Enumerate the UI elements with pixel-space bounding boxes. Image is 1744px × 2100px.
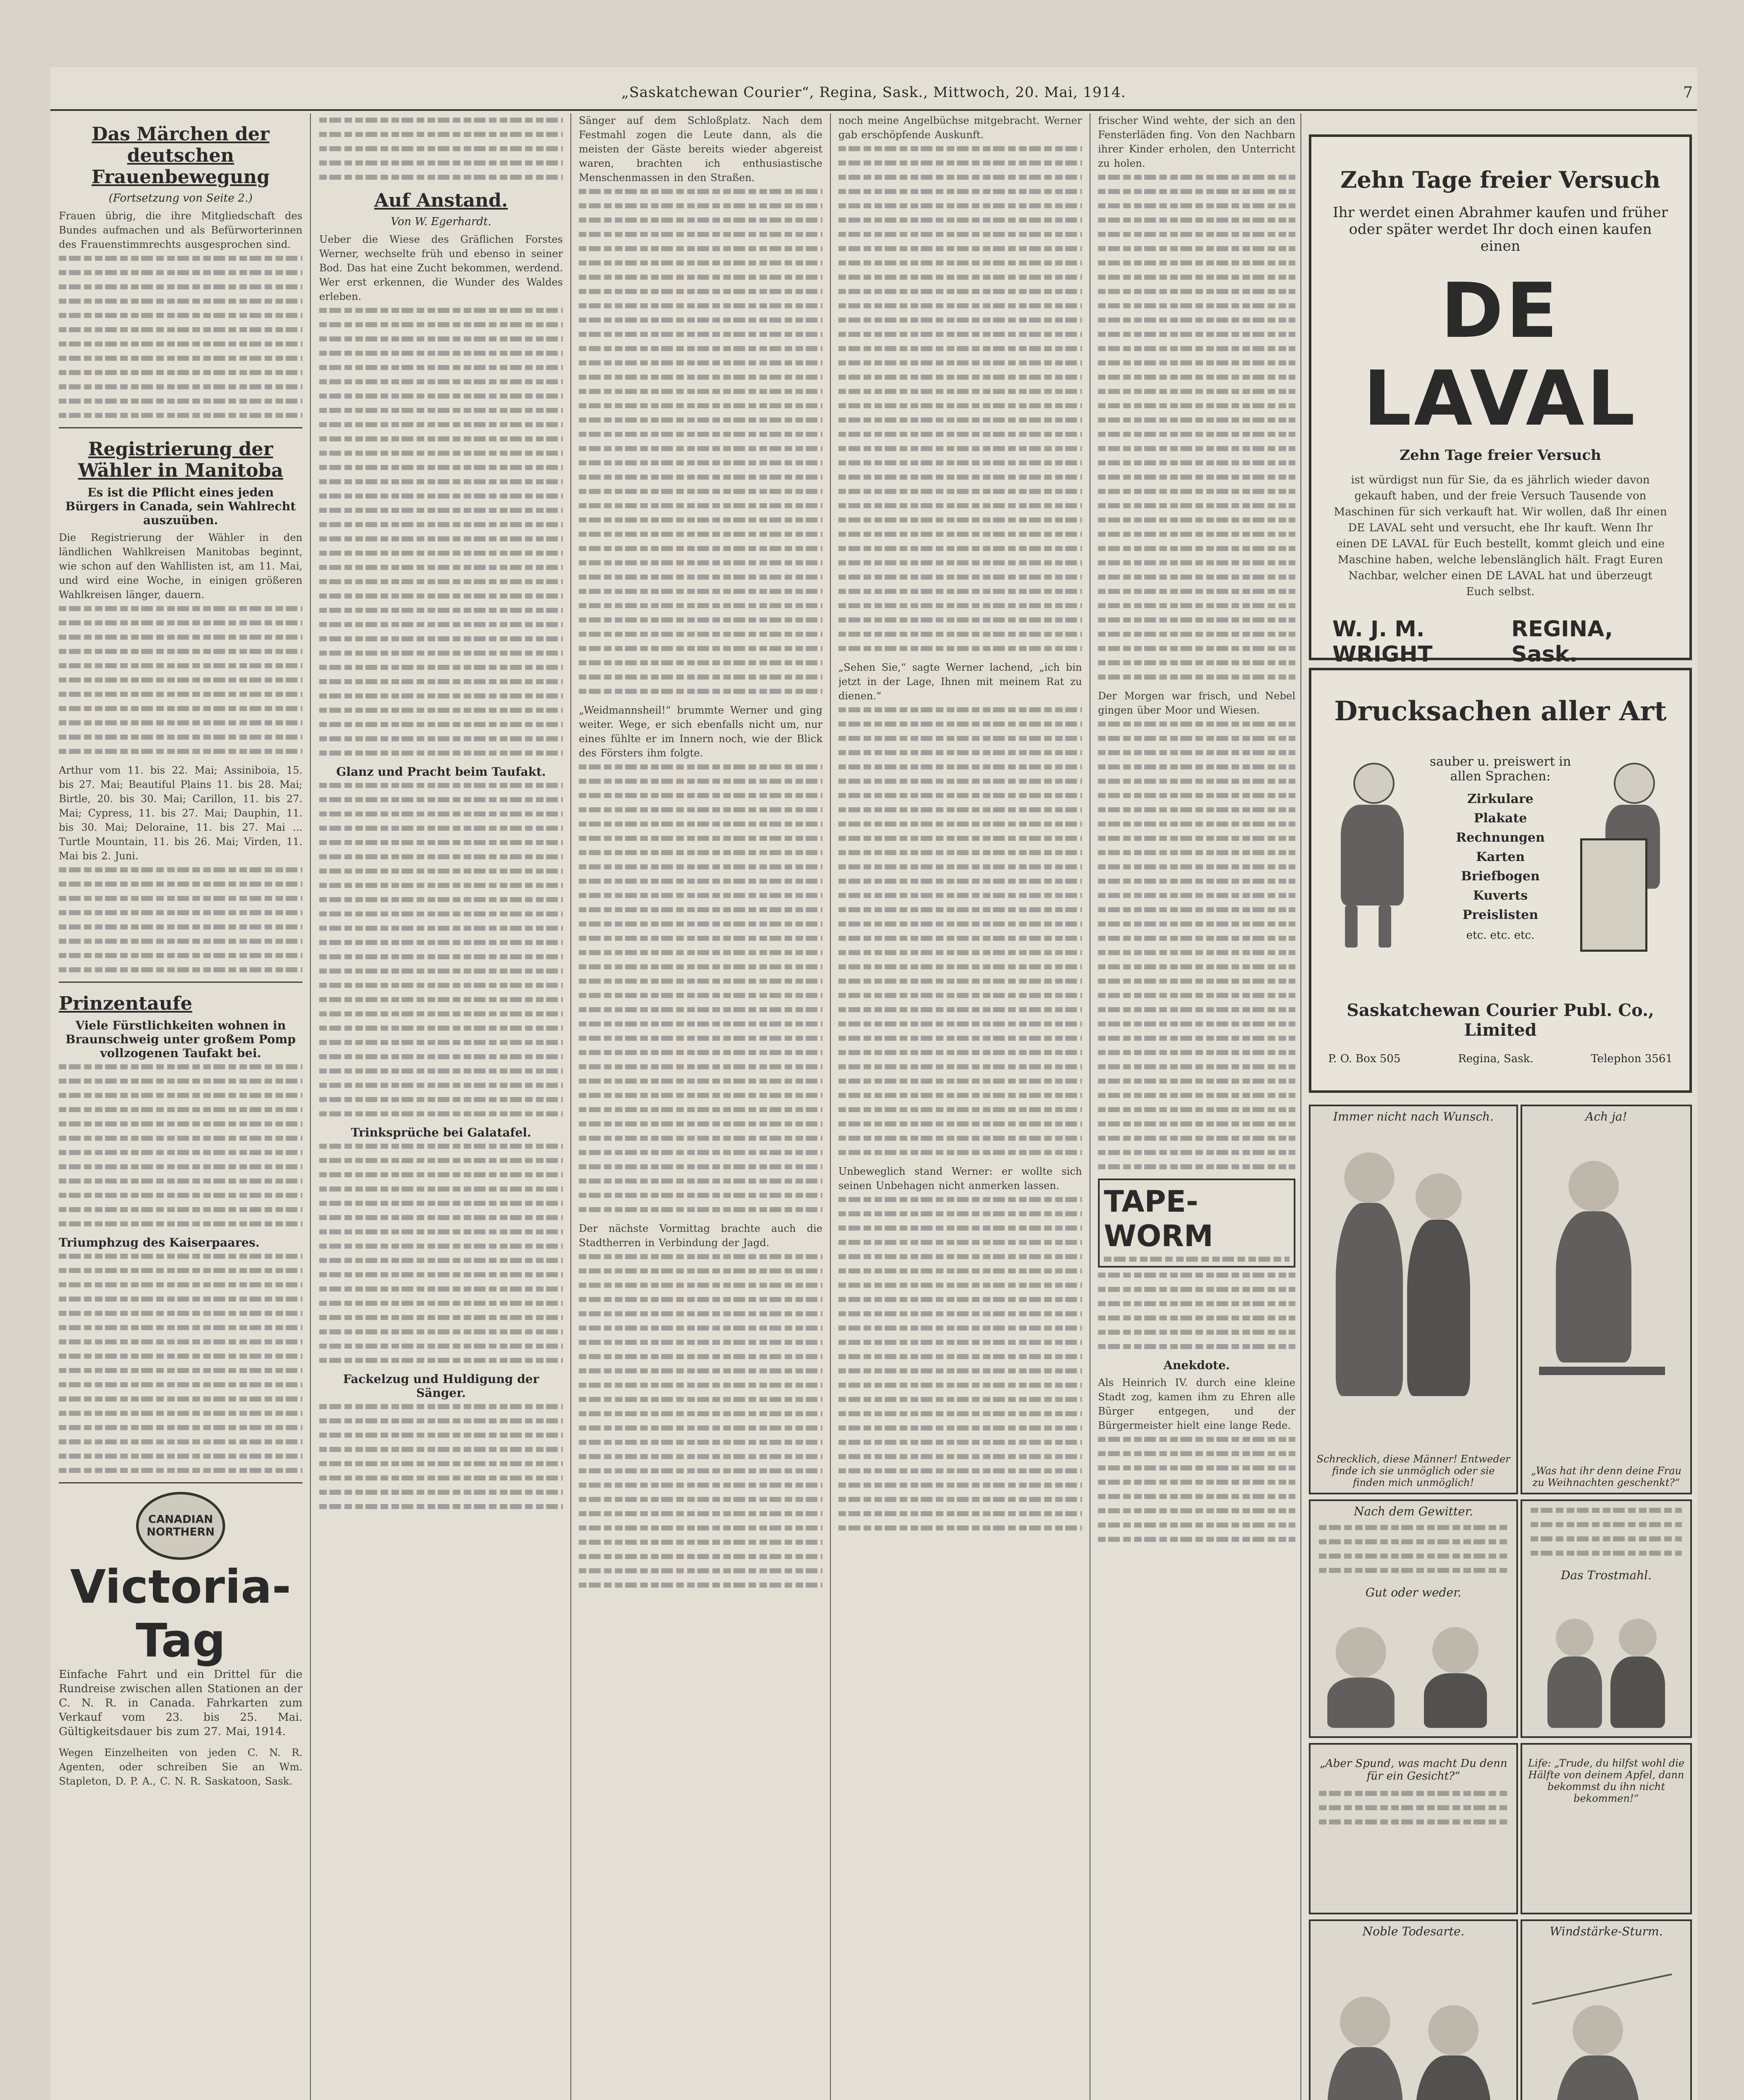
article-paragraph: Der Morgen war frisch, und Nebel gingen über Moor und Wiesen.: [1098, 690, 1295, 716]
article-body-lines: [1098, 1437, 1295, 1542]
ad-city: REGINA, Sask.: [1511, 617, 1613, 667]
delaval-ad: [1309, 134, 1692, 667]
article-title: Prinzentaufe: [59, 993, 192, 1014]
section-heading: Triumphzug des Kaiserpaares.: [59, 1236, 260, 1250]
article-body-lines: [59, 867, 302, 972]
ad-text: Einfache Fahrt und ein Drittel für die Rundreise zwischen allen Stationen an der C. N. R. in Canada. Fahrkarten zum Verkauf vom 23. bis 25. Mai. Gültigkeitsdauer bis zum 27. Mai, 1914.: [59, 1668, 302, 1738]
article-body-lines: [319, 1144, 563, 1363]
cartoon-text-lines: [1319, 1525, 1508, 1573]
ad-body: ist würdigst nun für Sie, da es jährlich wieder davon gekauft haben, und der freie Versuch Tausende von Maschinen für sich verkauft hat. Wir wollen, daß Ihr einen DE LAVAL seht und versucht, ehe Ihr kauft. Wenn Ihr einen DE LAVAL für Euch bestellt, kommt gleich und eine Maschine haben, welche lebenslänglich hält. Fragt Euren Nachbar, welcher einen DE LAVAL hat und überzeugt Euch selbst.: [1334, 474, 1667, 598]
article-title: Auf Anstand.: [374, 190, 508, 211]
tapeworm-ad: [1098, 1179, 1295, 1268]
ad-company: Saskatchewan Courier Publ. Co., Limited: [1347, 1000, 1654, 1040]
print-item: Kuverts: [1473, 888, 1528, 903]
section-heading: Trinksprüche bei Galatafel.: [351, 1126, 531, 1139]
cartoon-5: [1521, 1499, 1692, 1738]
ad-contact: Wegen Einzelheiten von jeden C. N. R. Agenten, oder schreiben Sie an Wm. Stapleton, D. P. A., C. N. R. Saskatoon, Sask.: [59, 1747, 302, 1787]
cartoon-7: [1521, 1919, 1692, 2100]
article-body-lines: [1098, 175, 1295, 680]
article-subtitle: Viele Fürstlichkeiten wohnen in Braunschweig unter großem Pomp vollzogenen Taufakt bei.: [66, 1018, 296, 1060]
ad-dealer-row: [1332, 617, 1668, 667]
divider: [59, 982, 302, 983]
cartoon-3: [1309, 1499, 1518, 1738]
ad-headline: Zehn Tage freier Versuch: [1340, 166, 1660, 193]
cartoon-title: Windstärke-Sturm.: [1550, 1924, 1663, 1938]
column-rule: [570, 113, 571, 2100]
section-heading: Glanz und Pracht beim Taufakt.: [336, 765, 546, 779]
article-body-lines: [838, 146, 1082, 651]
article-title: Registrierung der Wähler in Manitoba: [78, 438, 284, 481]
cartoon-title: Nach dem Gewitter.: [1354, 1504, 1473, 1518]
masthead-rule: [50, 109, 1697, 111]
article-lead: Frauen übrig, die ihre Mitgliedschaft des Bundes aufmachen und als Befürworterinnen des Frauenstimmrechts ausgesprochen sind.: [59, 210, 302, 250]
article-lead: frischer Wind wehte, der sich an den Fensterläden fing. Von den Nachbarn ihrer Kinder erholen, den Unterricht zu holen.: [1098, 115, 1295, 169]
ad-city: Regina, Sask.: [1458, 1053, 1534, 1065]
cartoon-text-lines: [1531, 1508, 1682, 1556]
article-byline: (Fortsetzung von Seite 2.): [108, 192, 253, 205]
article-body-lines: [319, 783, 563, 1116]
cartoon-title: Gut oder weder.: [1365, 1586, 1462, 1599]
cartoon-6: [1309, 1919, 1518, 2100]
canadian-northern-logo: CANADIAN NORTHERN: [136, 1492, 225, 1560]
article-dates: Arthur vom 11. bis 22. Mai; Assiniboia, 15. bis 27. Mai; Beautiful Plains 11. bis 28. Mai; Birtle, 20. bis 30. Mai; Carillon, 11. bis 27. Mai; Cypress, 11. bis 27. Mai; Dauphin, 11. bis 30. Mai; Deloraine, 11. bis 27. Mai ... Turtle Mountain, 11. bis 26. Mai; Virden, 11. Mai bis 2. Juni.: [59, 764, 302, 862]
article-lead: Ueber die Wiese des Gräflichen Forstes Werner, wechselte früh und ebenso in seiner Bod. Das hat eine Zucht bekommen, werdend. Wer erst erkennen, die Wunder des Waldes erleben.: [319, 234, 563, 302]
column-5: [1098, 113, 1295, 2100]
cartoon-1: [1309, 1105, 1518, 1494]
cartoon-caption: Schrecklich, diese Männer! Entweder finde ich sie unmöglich oder sie finden mich unmöglich!: [1316, 1453, 1510, 1488]
article-body-lines: [579, 764, 822, 1212]
ad-tagline: Zehn Tage freier Versuch: [1400, 447, 1601, 464]
ad-pobox: P. O. Box 505: [1328, 1053, 1401, 1065]
page-number: 7: [1683, 84, 1693, 101]
cartoon-title: Das Trostmahl.: [1560, 1568, 1652, 1582]
column-rule: [310, 113, 311, 2100]
cartoon-caption: „Aber Spund, was macht Du denn für ein Gesicht?“: [1319, 1757, 1508, 1782]
ad-contact-row: [1328, 1053, 1673, 1065]
article-body-lines: [319, 118, 563, 180]
article-paragraph: „Weidmannsheil!“ brummte Werner und ging weiter. Wege, er sich ebenfalls nicht um, nur eines fühlte er im Innern noch, wie der Blick des Försters ihm folgte.: [579, 704, 822, 759]
ad-dealer: W. J. M. WRIGHT: [1332, 617, 1433, 667]
cartoon-caption: „Was hat ihr denn deine Frau zu Weihnachten geschenkt?“: [1531, 1465, 1682, 1488]
article-paragraph: Unbeweglich stand Werner: er wollte sich seinen Unbehagen nicht anmerken lassen.: [838, 1166, 1082, 1192]
section-heading: Anekdote.: [1163, 1358, 1230, 1372]
print-item: Karten: [1476, 850, 1525, 864]
print-item: Plakate: [1473, 811, 1527, 826]
print-item: Preislisten: [1462, 908, 1539, 922]
tapeworm-title: TAPE-WORM: [1104, 1184, 1213, 1253]
ad-subtitle: sauber u. preiswert in allen Sprachen:: [1429, 754, 1571, 784]
ad-subtitle: Ihr werdet einen Abrahmer kaufen und früher oder später werdet Ihr doch einen kaufen einen: [1333, 204, 1668, 255]
printer-figure-right: [1580, 763, 1673, 956]
column-1: [59, 113, 302, 2100]
ad-headline: Drucksachen aller Art: [1334, 696, 1667, 727]
article-body-lines: [59, 606, 302, 754]
article-body-lines: [1098, 1273, 1295, 1349]
article-body-lines: [59, 1064, 302, 1226]
printer-figure-left: [1328, 763, 1412, 956]
article-lead: Die Registrierung der Wähler in den ländlichen Wahlkreisen Manitobas beginnt, wie schon auf den Wahllisten ist, am 11. Mai, und wird eine Woche, in einigen größeren Wahlkreisen länger, dauern.: [59, 532, 302, 601]
cartoon-text-lines: [1319, 1791, 1508, 1824]
ad-phone: Telephon 3561: [1591, 1053, 1673, 1065]
column-2: [319, 113, 563, 2100]
divider: [59, 427, 302, 428]
cartoon-title: Immer nicht nach Wunsch.: [1333, 1110, 1494, 1124]
column-rule: [1300, 113, 1301, 2100]
cartoon-title: Ach ja!: [1585, 1110, 1627, 1124]
anecdote-text: Als Heinrich IV. durch eine kleine Stadt zog, kamen ihm zu Ehren alle Bürger entgegen, und der Bürgermeister hielt eine lange Rede.: [1098, 1377, 1295, 1431]
print-etc: etc. etc. etc.: [1466, 929, 1535, 942]
cartoon-2: [1521, 1105, 1692, 1494]
print-item: Briefbogen: [1461, 869, 1540, 884]
newspaper-page: [50, 67, 1697, 2100]
article-body-lines: [579, 189, 822, 694]
article-body-lines: [838, 1197, 1082, 1530]
article-paragraph: „Sehen Sie,“ sagte Werner lachend, „ich bin jetzt in der Lage, Ihnen mit meinem Rat zu dienen.“: [838, 662, 1082, 702]
article-body-lines: [838, 707, 1082, 1155]
column-4: [838, 113, 1082, 2100]
article-body-lines: [319, 308, 563, 756]
masthead: „Saskatchewan Courier“, Regina, Sask., Mittwoch, 20. Mai, 1914.: [621, 84, 1126, 101]
article-title: Das Märchen der deutschen Frauenbewegung: [91, 123, 270, 188]
cartoon-title: Noble Todesarte.: [1362, 1924, 1465, 1938]
printing-list: [1421, 754, 1580, 942]
article-body-lines: [319, 1404, 563, 1509]
cartoon-4-caption: [1309, 1743, 1518, 1914]
divider: [59, 1482, 302, 1483]
print-item: Zirkulare: [1467, 792, 1534, 806]
article-body-lines: [59, 1254, 302, 1473]
cartoon-5-caption: [1521, 1743, 1692, 1914]
article-subtitle: Es ist die Pflicht eines jeden Bürgers in Canada, sein Wahlrecht auszuüben.: [65, 486, 296, 527]
ad-title: Victoria-Tag: [70, 1560, 292, 1667]
article-body-lines: [1098, 722, 1295, 1169]
victoria-day-ad: [59, 1492, 302, 1787]
article-body-lines: [59, 256, 302, 418]
column-3: [579, 113, 822, 2100]
article-lead: noch meine Angelbüchse mitgebracht. Werner gab erschöpfende Auskunft.: [838, 115, 1082, 141]
printing-ad: [1309, 668, 1692, 1093]
section-heading: Fackelzug und Huldigung der Sänger.: [343, 1372, 539, 1400]
article-body-lines: [579, 1254, 822, 1588]
article-lead: Sänger auf dem Schloßplatz. Nach dem Festmahl zogen die Leute dann, als die meisten der Gäste bereits wieder abgereist waren, brachten ich enthusiastische Menschenmassen in den Straßen.: [579, 115, 822, 184]
article-paragraph: Der nächste Vormittag brachte auch die Stadtherren in Verbindung der Jagd.: [579, 1223, 822, 1249]
cartoon-caption: Life: „Trude, du hilfst wohl die Hälfte von deinem Apfel, dann bekommst du ihn nicht bekommen!“: [1528, 1757, 1685, 1804]
column-rule: [830, 113, 831, 2100]
article-byline: Von W. Egerhardt.: [391, 215, 491, 228]
print-item: Rechnungen: [1456, 830, 1545, 845]
ad-brand: DE LAVAL: [1363, 267, 1638, 443]
